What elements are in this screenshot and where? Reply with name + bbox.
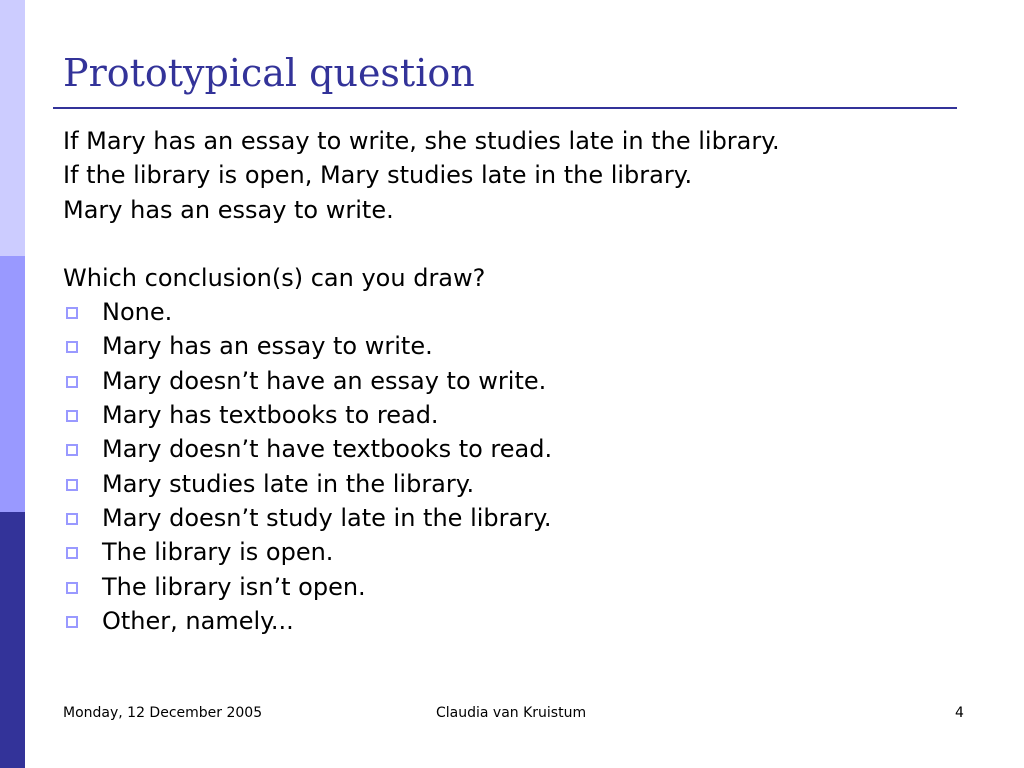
- option-label: Mary studies late in the library.: [102, 469, 475, 498]
- question-text: Which conclusion(s) can you draw?: [63, 263, 486, 292]
- square-bullet-icon: [66, 444, 78, 456]
- premise-1: If Mary has an essay to write, she studies late in the library.: [63, 127, 780, 155]
- title-underline: [53, 107, 957, 109]
- square-bullet-icon: [66, 341, 78, 353]
- square-bullet-icon: [66, 410, 78, 422]
- side-band-top: [0, 0, 25, 256]
- option-item: [63, 329, 963, 363]
- option-item: [63, 535, 963, 569]
- square-bullet-icon: [66, 513, 78, 525]
- premise-3: Mary has an essay to write.: [63, 195, 394, 224]
- option-item: [63, 467, 963, 501]
- option-item: [63, 364, 963, 398]
- side-band-middle: [0, 256, 25, 512]
- option-label: The library isn’t open.: [102, 572, 366, 601]
- option-label: None.: [102, 298, 173, 327]
- square-bullet-icon: [66, 582, 78, 594]
- option-label: The library is open.: [102, 538, 334, 567]
- spacer: [63, 227, 963, 261]
- page-number: 4: [955, 705, 964, 721]
- slide-body: [63, 124, 963, 638]
- option-item: [63, 570, 963, 604]
- square-bullet-icon: [66, 376, 78, 388]
- option-label: Mary has textbooks to read.: [102, 401, 439, 430]
- option-label: Mary doesn’t study late in the library.: [102, 503, 552, 532]
- side-band-bottom: [0, 512, 25, 768]
- option-item: [63, 432, 963, 466]
- option-item: [63, 501, 963, 535]
- square-bullet-icon: [66, 479, 78, 491]
- square-bullet-icon: [66, 616, 78, 628]
- square-bullet-icon: [66, 547, 78, 559]
- premise-2: If the library is open, Mary studies late in the library.: [63, 161, 693, 190]
- slide-title: Prototypical question: [63, 51, 475, 95]
- option-item: [63, 398, 963, 432]
- option-label: Other, namely...: [102, 606, 294, 635]
- option-label: Mary doesn’t have textbooks to read.: [102, 435, 553, 464]
- options-list: [63, 295, 963, 638]
- footer-date: Monday, 12 December 2005: [63, 705, 263, 721]
- option-item: [63, 604, 963, 638]
- footer-author: Claudia van Kruistum: [436, 705, 587, 721]
- square-bullet-icon: [66, 307, 78, 319]
- option-label: Mary has an essay to write.: [102, 332, 433, 361]
- option-label: Mary doesn’t have an essay to write.: [102, 366, 547, 395]
- option-item: [63, 295, 963, 329]
